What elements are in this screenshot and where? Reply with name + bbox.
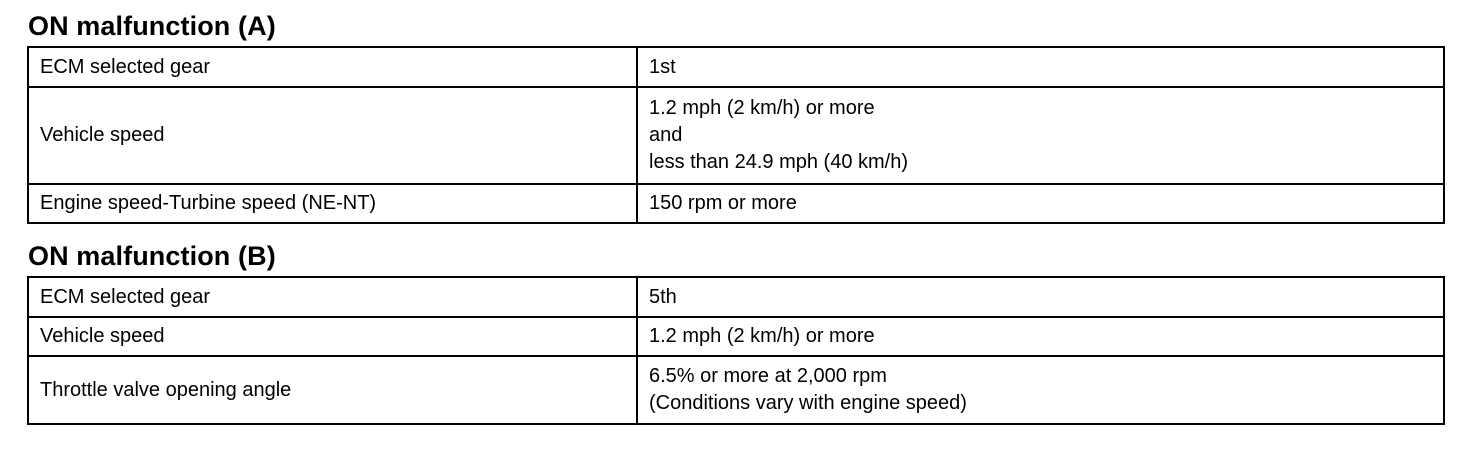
table-row (28, 87, 1444, 184)
condition-label: ECM selected gear (28, 47, 637, 87)
malfunction-b-heading: ON malfunction (B) (28, 241, 276, 271)
malfunction-a-section (27, 8, 1445, 224)
condition-value-line: 1st (649, 55, 676, 78)
condition-label: Vehicle speed (28, 87, 637, 184)
condition-value-line: less than 24.9 mph (40 km/h) (649, 151, 909, 173)
condition-label: Vehicle speed (28, 317, 637, 356)
condition-value (637, 356, 1444, 424)
condition-value-line: 6.5% or more at 2,000 rpm (649, 365, 887, 387)
table-row (28, 356, 1444, 424)
condition-value-line: 150 rpm or more (649, 192, 797, 214)
condition-label: Engine speed-Turbine speed (NE-NT) (28, 184, 637, 223)
condition-value-line: and (649, 124, 683, 146)
table-row (28, 277, 1444, 317)
malfunction-a-table (27, 46, 1445, 224)
condition-value-line: 1.2 mph (2 km/h) or more (649, 325, 875, 347)
malfunction-b-table (27, 276, 1445, 425)
condition-value-line: 1.2 mph (2 km/h) or more (649, 97, 875, 119)
condition-value-line: (Conditions vary with engine speed) (649, 392, 967, 414)
condition-value (637, 317, 1444, 356)
condition-value (637, 184, 1444, 223)
malfunction-b-section (27, 238, 1445, 425)
table-row (28, 317, 1444, 356)
condition-label: ECM selected gear (28, 277, 637, 317)
condition-label: Throttle valve opening angle (28, 356, 637, 424)
condition-value-line: 5th (649, 285, 677, 308)
table-row (28, 47, 1444, 87)
condition-value (637, 87, 1444, 184)
condition-value (637, 277, 1444, 317)
condition-value (637, 47, 1444, 87)
malfunction-a-heading: ON malfunction (A) (28, 11, 276, 41)
table-row (28, 184, 1444, 223)
